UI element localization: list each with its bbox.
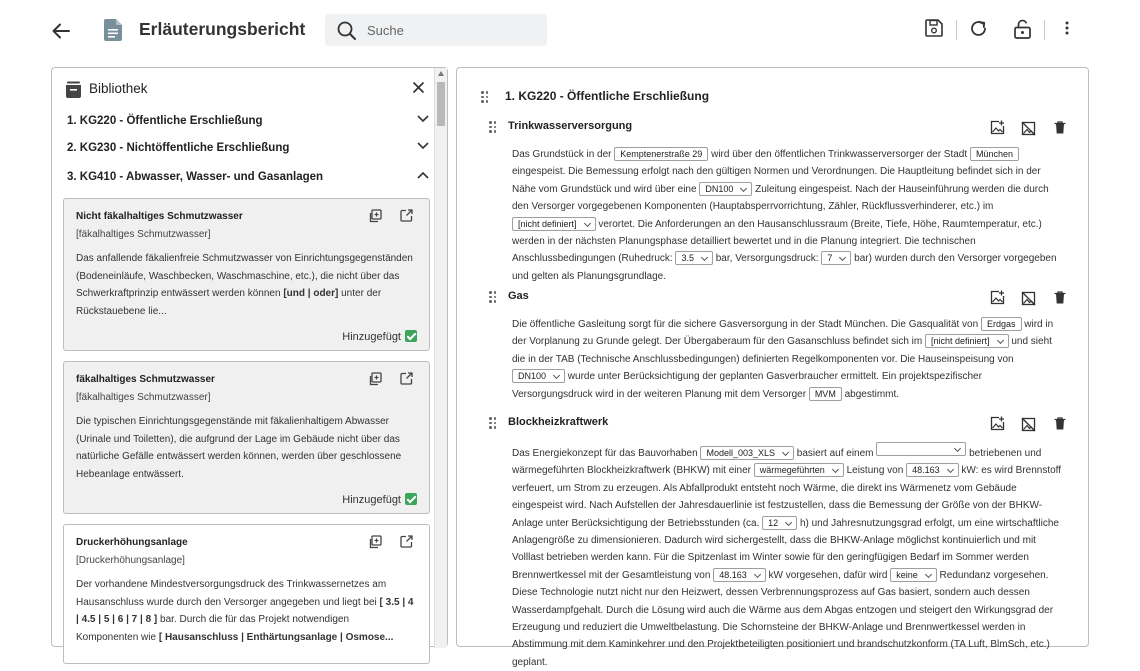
card-title: Druckerhöhungsanlage <box>76 537 188 548</box>
category-kg220[interactable] <box>67 115 429 127</box>
card-title: fäkalhaltiges Schmutzwasser <box>76 374 215 385</box>
library-card[interactable] <box>63 361 430 514</box>
category-kg230[interactable] <box>67 142 429 154</box>
add-image-icon[interactable] <box>990 416 1005 431</box>
more-options-icon[interactable] <box>1064 19 1070 37</box>
model-select[interactable]: Modell_003_XLS <box>700 446 794 460</box>
add-image-icon[interactable] <box>990 290 1005 305</box>
room-select[interactable]: [nicht definiert] <box>925 334 1009 348</box>
card-title: Nicht fäkalhaltiges Schmutzwasser <box>76 211 243 222</box>
hours-select[interactable]: 12 <box>762 516 797 530</box>
supply-pressure-select[interactable]: 7 <box>821 251 851 265</box>
toolbar-divider <box>1044 20 1045 40</box>
drag-handle-icon[interactable] <box>489 121 497 133</box>
mode-select[interactable]: wärmegeführten <box>754 463 844 477</box>
card-body: Das anfallende fäkalienfreie Schmutzwasser von Einrichtungsgegenständen (Bodeneinläufe, Waschbecken, Waschmaschine, etc.), die nicht über das Schwerkraftprinzip entwässert werden können [und | oder] unter der Rückstauebene lie... <box>76 253 413 317</box>
location-select[interactable]: [nicht definiert] <box>512 217 596 231</box>
category-label: 2. KG230 - Nichtöffentliche Erschließung <box>67 142 290 154</box>
category-kg410[interactable] <box>67 171 429 183</box>
fuel-select[interactable] <box>876 442 966 456</box>
library-title: Bibliothek <box>89 81 148 96</box>
section-title: Gas <box>508 290 529 302</box>
drag-handle-icon[interactable] <box>489 417 497 429</box>
library-icon <box>65 80 82 98</box>
back-arrow-icon[interactable] <box>50 20 72 42</box>
open-external-icon[interactable] <box>400 535 413 548</box>
add-image-icon[interactable] <box>990 120 1005 135</box>
city-field[interactable]: München <box>970 147 1019 161</box>
document-heading: 1. KG220 - Öffentliche Erschließung <box>505 89 710 103</box>
checkbox-checked-icon[interactable] <box>405 330 417 342</box>
gas-quality-field[interactable]: Erdgas <box>981 317 1022 331</box>
close-icon[interactable] <box>413 82 424 93</box>
open-external-icon[interactable] <box>400 209 413 222</box>
added-status: Hinzugefügt <box>342 493 417 506</box>
trash-icon[interactable] <box>1054 291 1066 304</box>
static-pressure-select[interactable]: 3.5 <box>675 251 713 265</box>
section-title: Blockheizkraftwerk <box>508 416 609 428</box>
copy-icon[interactable] <box>368 209 382 223</box>
copy-icon[interactable] <box>368 535 382 549</box>
open-external-icon[interactable] <box>400 372 413 385</box>
drag-handle-icon[interactable] <box>481 91 489 103</box>
search-icon <box>337 21 356 40</box>
section-text: Das Energiekonzept für das Bauvorhaben Modell_003_XLS basiert auf einem betriebenen und wärmegeführten Blockheizkraftwerk (BHKW) mit einer wärmegeführten Leistung von 48.163 kW: es wird Brennstoff verfeuert, um Strom zu erzeugen. Als Abfallprodukt entsteht noch Wärme, die direkt ins Wärmenetz vom Gebäude eingespeist wird. Nach Aufstellen der Jahresdauerlinie ist festzustellen, dass die Bemessung der Größe von der BHKW-Anlage unter Berücksichtigung der Betriebsstunden (ca. 12 h) und Jahresnutzungsgrad erfolgt, um eine wirtschaftliche Anlagengröße zu dimensionieren. Dadurch wird sichergestellt, dass die BHKW-Anlage möglichst kontinuierlich und mit Volllast betrieben werden kann. Für die Spitzenlast im Winter sowie für den geringfügigen Bedarf im Sommer werden Brennwertkessel mit der Gesamtleistung von 48.163 kW vorgesehen, dafür wird keine Redundanz vorgesehen. Diese Technologie nutzt nicht nur den Heizwert, dessen Verbrennungsprozess auf Gas basiert, sondern auch dessen Wasserdampfgehalt. Durch die Lösung wird auch die Wärme aus dem Abgas entzogen und steigert den Wirkungsgrad der Erzeugung und reduziert die Umweltbelastung. Die Schornsteine der BHKW-Anlage und Brennwertkessel werden in Abstimmung mit dem Kaminkehrer und den Projektbeteiligten positioniert und brandschutzkonform (TA Luft, BlmSch, etc.) geplant. <box>512 442 1064 671</box>
library-card[interactable] <box>63 198 430 351</box>
scroll-up-arrow[interactable] <box>438 71 444 76</box>
library-panel <box>51 67 448 647</box>
library-scrollbar[interactable] <box>434 68 447 648</box>
document-icon <box>104 19 122 41</box>
dn-select[interactable]: DN100 <box>512 369 565 383</box>
chevron-up-icon <box>417 171 429 179</box>
save-icon[interactable] <box>925 19 943 37</box>
card-body: Die typischen Einrichtungsgegenstände mit fäkalienhaltigem Abwasser (Urinale und Toiletten), die aufgrund der Lage im Gebäude nicht über das natürliche Gefälle entwässert werden können, werden über geschlossene Hebeanlage entwässert. <box>76 416 402 480</box>
top-toolbar <box>0 0 1140 60</box>
library-card[interactable] <box>63 524 430 664</box>
trash-icon[interactable] <box>1054 417 1066 430</box>
dn-select[interactable]: DN100 <box>699 182 752 196</box>
search-input[interactable] <box>367 20 537 40</box>
image-slash-icon[interactable] <box>1021 417 1036 432</box>
page-title: Erläuterungsbericht <box>139 19 306 39</box>
power-select[interactable]: 48.163 <box>906 463 959 477</box>
chevron-down-icon <box>417 142 429 150</box>
trash-icon[interactable] <box>1054 121 1066 134</box>
card-subtitle: [fäkalhaltiges Schmutzwasser] <box>76 392 211 403</box>
category-label: 1. KG220 - Öffentliche Erschließung <box>67 115 263 127</box>
category-label: 3. KG410 - Abwasser, Wasser- und Gasanlagen <box>67 171 324 183</box>
scrollbar-thumb[interactable] <box>437 82 445 126</box>
image-slash-icon[interactable] <box>1021 291 1036 306</box>
card-subtitle: [fäkalhaltiges Schmutzwasser] <box>76 229 211 240</box>
document-panel <box>456 67 1089 668</box>
checkbox-checked-icon[interactable] <box>405 493 417 505</box>
card-subtitle: [Druckerhöhungsanlage] <box>76 555 185 566</box>
supplier-field[interactable]: MVM <box>809 387 842 401</box>
search-box[interactable] <box>325 14 547 46</box>
section-text: Die öffentliche Gasleitung sorgt für die sichere Gasversorgung in der Stadt München. Die Gasqualität von Erdgas wird in der Vorplanung zu Grunde gelegt. Der Übergaberaum für den Gasanschluss befindet sich im [nicht definiert] und sieht die in der TAB (Technische Anschlussbedingungen) definierten Regelkomponenten vor. Die Hauseinspeisung von DN100 wurde unter Berücksichtigung der geplanten Gasverbraucher ermittelt. Ein projektspezifischer Versorgungsdruck wird in der weiteren Planung mit dem Versorger MVM abgestimmt. <box>512 319 1054 400</box>
unlock-icon[interactable] <box>1014 19 1031 39</box>
drag-handle-icon[interactable] <box>489 291 497 303</box>
refresh-icon[interactable] <box>969 19 988 38</box>
copy-icon[interactable] <box>368 372 382 386</box>
address-field[interactable]: Kemptenerstraße 29 <box>614 147 708 161</box>
card-body: Der vorhandene Mindestversorgungsdruck des Trinkwassernetzes am Hausanschluss wurde durch den Versorger angegeben und liegt bei [ 3.5 | 4 | 4.5 | 5 | 6 | 7 | 8 ] bar. Durch die für das Projekt notwendigen Komponenten wie [ Hausanschluss | Enthärtungsanlage | Osmose... <box>76 579 414 643</box>
chevron-down-icon <box>417 115 429 123</box>
added-status: Hinzugefügt <box>342 330 417 343</box>
redundancy-select[interactable]: keine <box>890 568 937 582</box>
section-text: Das Grundstück in der Kemptenerstraße 29 wird über den öffentlichen Trinkwasserversorger der Stadt München eingespeist. Die Bemessung erfolgt nach den gültigen Normen und Verordnungen. Die Hauptleitung befindet sich in der Nähe vom Grundstück und wird über eine DN100 Zuleitung eingespeist. Nach der Hauseinführung werden die durch den Versorger vorgegebenen Komponenten (Hauptabsperrvorrichtung, Zähler, Rückflussverhinderer, etc.) im [nicht definiert] verortet. Die Anforderungen an den Hausanschlussraum (Breite, Tiefe, Höhe, Raumtemperatur, etc.) werden in der nächsten Planungsphase detailliert bewertet und in die Planung integriert. Die technischen Anschlussbedingungen (Ruhedruck: 3.5 bar, Versorgungsdruck: 7 bar) wurden durch den Versorger vorgegeben und gelten als Planungsgrundlage. <box>512 149 1057 282</box>
image-slash-icon[interactable] <box>1021 121 1036 136</box>
section-title: Trinkwasserversorgung <box>508 120 633 132</box>
boiler-power-select[interactable]: 48.163 <box>713 568 766 582</box>
toolbar-divider <box>956 20 957 40</box>
